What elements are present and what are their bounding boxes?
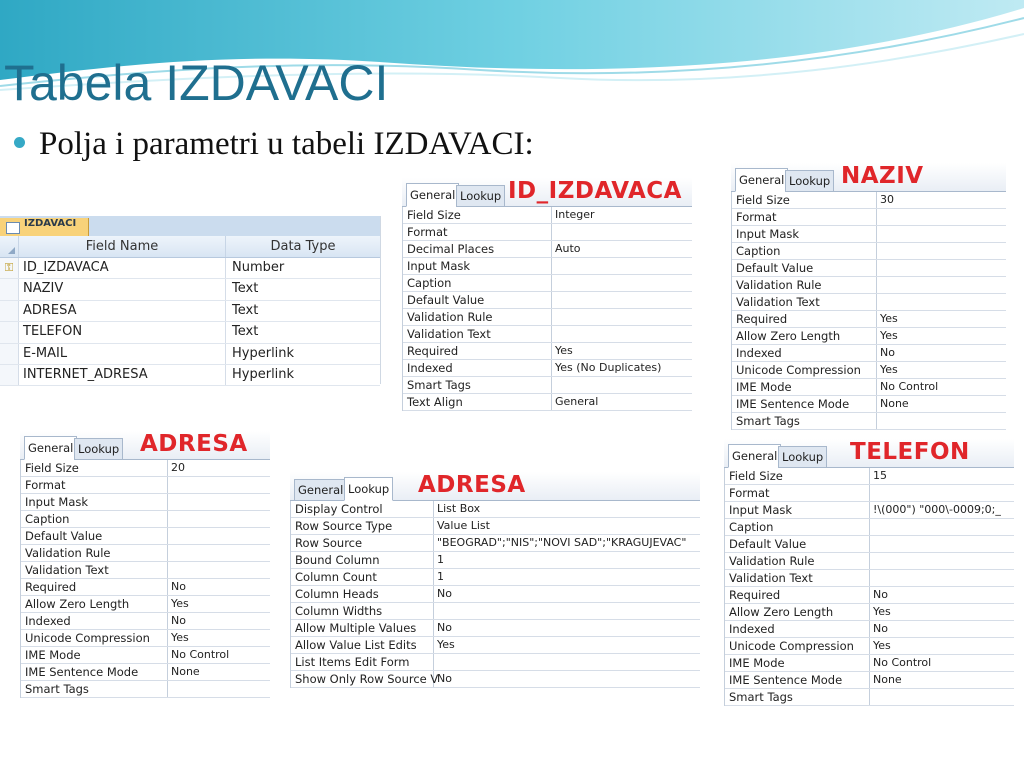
data-type-cell[interactable]: Text <box>232 302 259 318</box>
property-row[interactable] <box>725 570 1014 587</box>
property-value[interactable]: General <box>555 395 599 408</box>
property-value[interactable]: !\(000") "000\-0009;0;_ <box>873 503 1001 516</box>
property-label: Column Heads <box>291 586 434 602</box>
panel-tab-strip <box>290 472 700 501</box>
property-label: Input Mask <box>725 502 870 518</box>
property-label: Display Control <box>291 501 434 517</box>
property-value[interactable] <box>552 309 555 325</box>
table-row[interactable] <box>0 301 380 322</box>
property-label: Allow Zero Length <box>21 596 168 612</box>
property-label: Input Mask <box>732 226 877 242</box>
row-selector[interactable] <box>0 322 19 342</box>
property-label: Row Source Type <box>291 518 434 534</box>
field-name-cell[interactable]: ID_IZDAVACA <box>19 258 226 278</box>
bullet-dot-icon <box>14 137 25 148</box>
property-row[interactable] <box>725 604 1014 621</box>
property-grid <box>724 468 1014 706</box>
table-row[interactable] <box>0 279 380 300</box>
row-selector[interactable] <box>0 344 19 364</box>
property-row[interactable] <box>21 562 270 579</box>
primary-key-icon[interactable]: ⚿ <box>0 258 19 278</box>
property-value[interactable] <box>877 413 880 429</box>
property-row[interactable] <box>732 413 1006 430</box>
table-row[interactable] <box>0 365 380 386</box>
property-label: Show Only Row Source V <box>291 671 434 687</box>
property-label: Validation Text <box>725 570 870 586</box>
property-value[interactable]: Yes <box>873 639 891 652</box>
property-label: Validation Rule <box>21 545 168 561</box>
property-value[interactable]: No <box>171 580 186 593</box>
property-value[interactable]: 20 <box>171 461 185 474</box>
table-tab-izdavaci[interactable] <box>0 218 89 236</box>
property-label: Allow Multiple Values <box>291 620 434 636</box>
property-row[interactable] <box>403 343 692 360</box>
property-value[interactable] <box>877 260 880 276</box>
property-label: Input Mask <box>21 494 168 510</box>
property-label: Unicode Compression <box>21 630 168 646</box>
property-row[interactable] <box>21 528 270 545</box>
table-icon <box>6 222 20 234</box>
properties-panel-adresa-lookup <box>290 472 700 686</box>
property-value[interactable]: No <box>437 587 452 600</box>
property-label: Validation Rule <box>732 277 877 293</box>
property-value[interactable] <box>877 243 880 259</box>
field-name-cell[interactable]: E-MAIL <box>19 344 226 364</box>
property-value[interactable]: No <box>437 672 452 685</box>
property-value[interactable] <box>168 681 171 697</box>
column-header-data-type: Data Type <box>270 239 336 254</box>
table-tab-label: IZDAVACI <box>24 218 77 229</box>
property-value[interactable] <box>552 292 555 308</box>
property-grid <box>20 460 270 698</box>
column-header-field-name: Field Name <box>19 236 226 257</box>
property-label: Smart Tags <box>725 689 870 705</box>
row-selector[interactable] <box>0 365 19 385</box>
property-value[interactable]: 15 <box>873 469 887 482</box>
property-label: Column Widths <box>291 603 434 619</box>
object-tab-bar <box>0 216 380 236</box>
property-row[interactable] <box>725 553 1014 570</box>
property-label: Validation Text <box>403 326 552 342</box>
property-value[interactable]: Yes <box>880 329 898 342</box>
property-value[interactable]: No <box>873 622 888 635</box>
property-row[interactable] <box>725 689 1014 706</box>
property-value[interactable]: Yes (No Duplicates) <box>555 361 662 374</box>
property-row[interactable] <box>403 207 692 224</box>
properties-panel-id-izdavaca <box>402 178 692 409</box>
field-name-cell[interactable]: ADRESA <box>19 301 226 321</box>
property-value[interactable] <box>168 494 171 510</box>
property-label: Caption <box>725 519 870 535</box>
property-row[interactable] <box>403 241 692 258</box>
property-label: Field Size <box>725 468 870 484</box>
property-row[interactable] <box>732 328 1006 345</box>
property-row[interactable] <box>403 275 692 292</box>
property-label: Decimal Places <box>403 241 552 257</box>
property-value[interactable] <box>552 224 555 240</box>
property-label: Validation Rule <box>403 309 552 325</box>
property-label: Smart Tags <box>732 413 877 429</box>
property-value[interactable]: No <box>171 614 186 627</box>
panel-tab-strip <box>402 178 692 207</box>
property-label: Input Mask <box>403 258 552 274</box>
property-row[interactable] <box>21 681 270 698</box>
property-label: Default Value <box>21 528 168 544</box>
tab-lookup[interactable]: Lookup <box>344 477 393 501</box>
property-label: Caption <box>732 243 877 259</box>
property-row[interactable] <box>21 647 270 664</box>
property-row[interactable] <box>291 535 700 552</box>
property-grid <box>731 192 1006 430</box>
property-label: Unicode Compression <box>725 638 870 654</box>
property-row[interactable] <box>21 494 270 511</box>
property-row[interactable] <box>403 377 692 394</box>
property-label: Required <box>725 587 870 603</box>
tab-lookup[interactable]: Lookup <box>778 446 827 468</box>
property-value[interactable] <box>168 545 171 561</box>
property-label: Format <box>732 209 877 225</box>
property-row[interactable] <box>21 664 270 681</box>
property-label: Indexed <box>725 621 870 637</box>
property-grid <box>402 207 692 411</box>
property-value[interactable] <box>870 689 873 705</box>
panel-heading: TELEFON <box>850 439 970 465</box>
property-row[interactable] <box>725 536 1014 553</box>
property-label: Validation Text <box>732 294 877 310</box>
property-value[interactable]: No <box>437 621 452 634</box>
property-label: Field Size <box>21 460 168 476</box>
tab-general[interactable]: General <box>728 444 781 468</box>
tab-general[interactable]: General <box>735 168 788 192</box>
property-value[interactable]: None <box>873 673 902 686</box>
property-label: Default Value <box>403 292 552 308</box>
property-value[interactable]: No <box>880 346 895 359</box>
property-row[interactable] <box>725 519 1014 536</box>
property-row[interactable] <box>291 620 700 637</box>
property-label: Allow Zero Length <box>725 604 870 620</box>
property-row[interactable] <box>291 654 700 671</box>
property-value[interactable]: No <box>873 588 888 601</box>
property-value[interactable]: Auto <box>555 242 581 255</box>
property-label: IME Sentence Mode <box>21 664 168 680</box>
property-label: IME Mode <box>732 379 877 395</box>
property-row[interactable] <box>732 379 1006 396</box>
property-row[interactable] <box>21 579 270 596</box>
property-label: Format <box>21 477 168 493</box>
property-value[interactable] <box>168 511 171 527</box>
property-value[interactable]: Yes <box>437 638 455 651</box>
property-row[interactable] <box>291 552 700 569</box>
property-label: Row Source <box>291 535 434 551</box>
row-selector[interactable] <box>0 301 19 321</box>
property-row[interactable] <box>725 485 1014 502</box>
property-label: Unicode Compression <box>732 362 877 378</box>
property-row[interactable] <box>732 243 1006 260</box>
property-value[interactable] <box>877 277 880 293</box>
property-label: Format <box>725 485 870 501</box>
property-row[interactable] <box>21 613 270 630</box>
property-value[interactable] <box>168 562 171 578</box>
table-row[interactable] <box>0 344 380 365</box>
property-row[interactable] <box>732 362 1006 379</box>
property-value[interactable] <box>168 528 171 544</box>
table-row[interactable] <box>0 322 380 343</box>
property-value[interactable]: Yes <box>873 605 891 618</box>
field-name-cell[interactable]: INTERNET_ADRESA <box>19 365 226 385</box>
property-row[interactable] <box>403 292 692 309</box>
property-label: Default Value <box>725 536 870 552</box>
design-grid-header <box>0 236 380 258</box>
property-row[interactable] <box>291 603 700 620</box>
property-value[interactable]: 30 <box>880 193 894 206</box>
data-type-cell[interactable]: Number <box>232 260 285 275</box>
property-row[interactable] <box>21 630 270 647</box>
property-value[interactable]: Yes <box>555 344 573 357</box>
data-type-cell[interactable]: Text <box>232 281 259 297</box>
property-value[interactable] <box>168 477 171 493</box>
property-row[interactable] <box>725 638 1014 655</box>
tab-general[interactable]: General <box>406 183 459 207</box>
property-row[interactable] <box>291 637 700 654</box>
property-row[interactable] <box>403 360 692 377</box>
field-name-cell[interactable]: TELEFON <box>19 322 226 342</box>
property-row[interactable] <box>403 326 692 343</box>
property-value[interactable] <box>877 294 880 310</box>
property-row[interactable] <box>21 545 270 562</box>
property-value[interactable]: Yes <box>880 312 898 325</box>
panel-heading: ADRESA <box>140 431 248 457</box>
table-design-view <box>0 216 381 384</box>
property-grid <box>290 501 700 688</box>
property-value[interactable]: None <box>171 665 200 678</box>
data-type-cell[interactable]: Hyperlink <box>232 366 295 382</box>
tab-general[interactable]: General <box>24 436 77 460</box>
row-selector[interactable] <box>0 279 19 299</box>
property-value[interactable] <box>870 536 873 552</box>
property-row[interactable] <box>732 209 1006 226</box>
property-label: Field Size <box>732 192 877 208</box>
property-label: Validation Rule <box>725 553 870 569</box>
property-row[interactable] <box>403 258 692 275</box>
property-value[interactable] <box>434 603 437 619</box>
panel-tab-strip <box>724 439 1014 468</box>
property-value[interactable] <box>434 654 437 670</box>
property-label: Allow Zero Length <box>732 328 877 344</box>
properties-panel-adresa-general <box>20 431 270 696</box>
property-value[interactable]: Yes <box>171 597 189 610</box>
property-value[interactable] <box>877 209 880 225</box>
property-value[interactable] <box>552 258 555 274</box>
property-label: Smart Tags <box>403 377 552 393</box>
property-value[interactable] <box>552 275 555 291</box>
table-row[interactable] <box>0 258 380 279</box>
property-row[interactable] <box>21 511 270 528</box>
tab-lookup[interactable]: Lookup <box>785 170 834 192</box>
select-all-corner[interactable] <box>0 236 19 257</box>
property-label: Validation Text <box>21 562 168 578</box>
property-label: Format <box>403 224 552 240</box>
data-type-cell[interactable]: Text <box>232 324 259 340</box>
tab-lookup[interactable]: Lookup <box>456 185 505 207</box>
tab-general[interactable]: General <box>294 479 347 501</box>
property-label: IME Mode <box>725 655 870 671</box>
property-label: Required <box>21 579 168 595</box>
property-label: Caption <box>403 275 552 291</box>
property-row[interactable] <box>291 671 700 688</box>
property-row[interactable] <box>291 518 700 535</box>
property-label: Text Align <box>403 394 552 410</box>
property-value[interactable] <box>870 553 873 569</box>
property-label: Caption <box>21 511 168 527</box>
property-row[interactable] <box>403 309 692 326</box>
property-value[interactable] <box>552 326 555 342</box>
panel-heading: ID_IZDAVACA <box>508 178 682 204</box>
property-row[interactable] <box>732 226 1006 243</box>
property-row[interactable] <box>21 460 270 477</box>
field-name-cell[interactable]: NAZIV <box>19 279 226 299</box>
bullet-item <box>14 126 534 163</box>
property-label: IME Sentence Mode <box>732 396 877 412</box>
property-row[interactable] <box>725 587 1014 604</box>
property-row[interactable] <box>291 569 700 586</box>
property-value[interactable]: Integer <box>555 208 595 221</box>
property-label: Required <box>403 343 552 359</box>
property-value[interactable]: "BEOGRAD";"NIS";"NOVI SAD";"KRAGUJEVAC" <box>437 536 687 549</box>
property-row[interactable] <box>725 468 1014 485</box>
property-row[interactable] <box>291 586 700 603</box>
property-value[interactable]: No Control <box>171 648 230 661</box>
property-value[interactable] <box>870 519 873 535</box>
panel-tab-strip <box>20 431 270 460</box>
properties-panel-telefon <box>724 439 1014 704</box>
panel-tab-strip <box>731 163 1006 192</box>
property-label: Smart Tags <box>21 681 168 697</box>
property-label: Column Count <box>291 569 434 585</box>
property-label: Indexed <box>732 345 877 361</box>
property-row[interactable] <box>725 621 1014 638</box>
property-row[interactable] <box>725 672 1014 689</box>
property-row[interactable] <box>21 596 270 613</box>
bullet-text: Polja i parametri u tabeli IZDAVACI: <box>39 126 534 162</box>
property-value[interactable]: 1 <box>437 553 444 566</box>
property-value[interactable] <box>870 485 873 501</box>
property-row[interactable] <box>732 192 1006 209</box>
property-label: Allow Value List Edits <box>291 637 434 653</box>
property-label: Indexed <box>21 613 168 629</box>
property-value[interactable]: Yes <box>880 363 898 376</box>
property-value[interactable]: 1 <box>437 570 444 583</box>
property-value[interactable]: None <box>880 397 909 410</box>
property-value[interactable]: No Control <box>880 380 939 393</box>
property-row[interactable] <box>21 477 270 494</box>
property-row[interactable] <box>732 260 1006 277</box>
property-label: Bound Column <box>291 552 434 568</box>
property-row[interactable] <box>732 396 1006 413</box>
data-type-cell[interactable]: Hyperlink <box>232 345 295 361</box>
property-row[interactable] <box>291 501 700 518</box>
property-value[interactable] <box>870 570 873 586</box>
tab-lookup[interactable]: Lookup <box>74 438 123 460</box>
property-label: Field Size <box>403 207 552 223</box>
property-label: Indexed <box>403 360 552 376</box>
property-value[interactable]: Yes <box>171 631 189 644</box>
property-row[interactable] <box>732 277 1006 294</box>
property-row[interactable] <box>725 502 1014 519</box>
properties-panel-naziv <box>731 163 1006 428</box>
property-label: IME Sentence Mode <box>725 672 870 688</box>
property-value[interactable]: List Box <box>437 502 481 515</box>
panel-heading: NAZIV <box>841 163 924 189</box>
property-row[interactable] <box>732 345 1006 362</box>
property-value[interactable]: Value List <box>437 519 490 532</box>
property-value[interactable] <box>877 226 880 242</box>
property-row[interactable] <box>403 394 692 411</box>
property-row[interactable] <box>725 655 1014 672</box>
property-row[interactable] <box>732 294 1006 311</box>
property-value[interactable] <box>552 377 555 393</box>
slide-title: Tabela IZDAVACI <box>4 55 389 111</box>
panel-heading: ADRESA <box>418 472 526 498</box>
property-label: IME Mode <box>21 647 168 663</box>
property-value[interactable]: No Control <box>873 656 932 669</box>
property-label: List Items Edit Form <box>291 654 434 670</box>
property-row[interactable] <box>732 311 1006 328</box>
property-row[interactable] <box>403 224 692 241</box>
property-label: Required <box>732 311 877 327</box>
property-label: Default Value <box>732 260 877 276</box>
